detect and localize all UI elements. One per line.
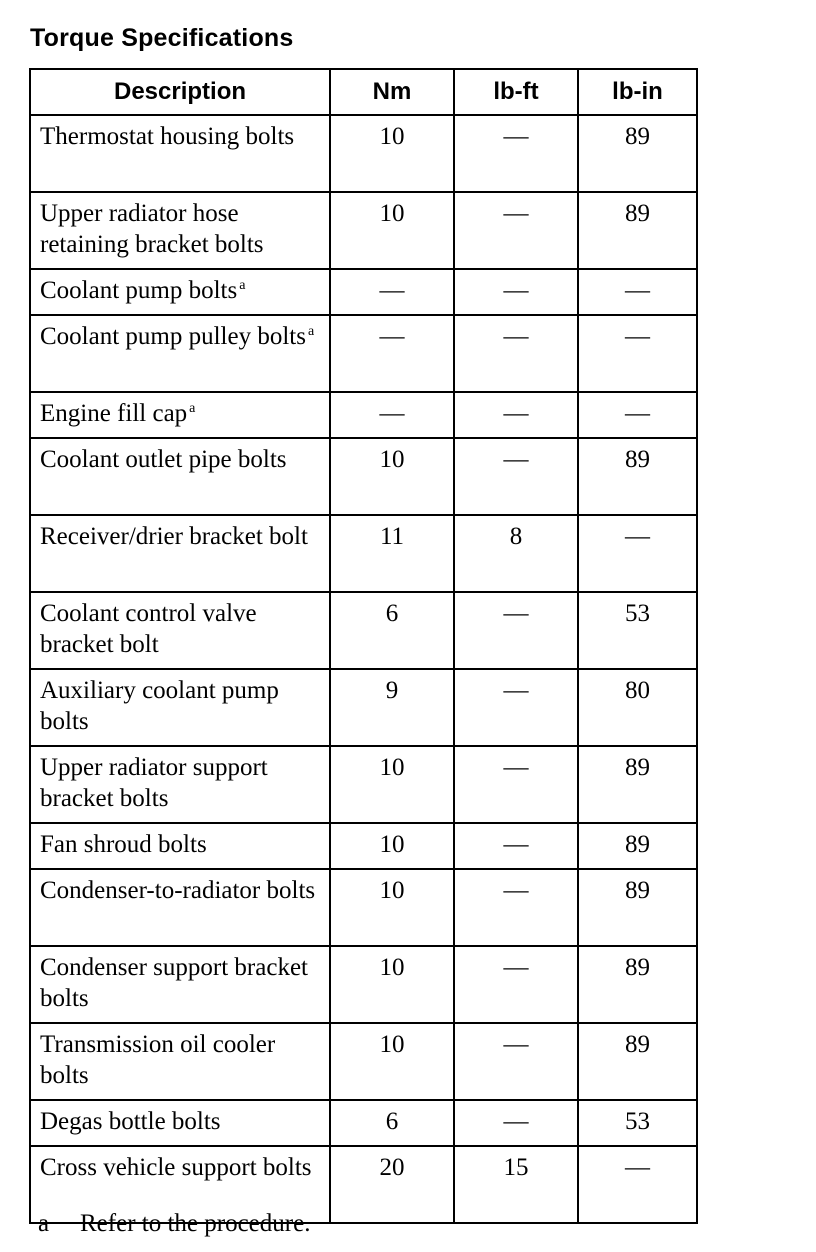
table-row xyxy=(30,392,697,438)
lb-ft-cell: — xyxy=(454,315,578,392)
description-text: Thermostat housing bolts xyxy=(40,123,295,150)
nm-cell: 10 xyxy=(330,192,454,269)
nm-cell: — xyxy=(330,315,454,392)
description-cell xyxy=(30,946,330,1023)
lb-in-cell: — xyxy=(578,515,697,592)
lb-in-cell: — xyxy=(578,392,697,438)
nm-cell: 10 xyxy=(330,746,454,823)
description-cell xyxy=(30,823,330,869)
lb-ft-cell: — xyxy=(454,115,578,192)
footnote-ref: a xyxy=(239,278,246,293)
nm-cell: 6 xyxy=(330,1100,454,1146)
nm-cell: — xyxy=(330,269,454,315)
description-text: Cross vehicle support bolts xyxy=(40,1154,312,1181)
table-row xyxy=(30,438,697,515)
description-cell xyxy=(30,869,330,946)
nm-cell: 20 xyxy=(330,1146,454,1223)
footnote-text: Refer to the procedure. xyxy=(80,1210,311,1237)
lb-ft-cell: — xyxy=(454,946,578,1023)
page-title: Torque Specifications xyxy=(30,24,294,52)
table-row xyxy=(30,192,697,269)
table-row xyxy=(30,946,697,1023)
footnote-mark: a xyxy=(38,1210,50,1237)
nm-cell: 6 xyxy=(330,592,454,669)
description-text: Degas bottle bolts xyxy=(40,1108,221,1135)
lb-in-cell: 53 xyxy=(578,1100,697,1146)
lb-in-cell: 89 xyxy=(578,1023,697,1100)
table-row xyxy=(30,669,697,746)
lb-in-cell: 89 xyxy=(578,746,697,823)
description-cell xyxy=(30,438,330,515)
footnote xyxy=(38,1208,310,1240)
lb-ft-cell: — xyxy=(454,669,578,746)
lb-in-cell: 89 xyxy=(578,823,697,869)
table-row xyxy=(30,823,697,869)
description-cell xyxy=(30,269,330,315)
lb-ft-cell: — xyxy=(454,1023,578,1100)
description-cell xyxy=(30,192,330,269)
nm-cell: 10 xyxy=(330,946,454,1023)
description-text: Engine fill cap xyxy=(40,400,188,427)
lb-ft-cell: — xyxy=(454,1100,578,1146)
table-row xyxy=(30,269,697,315)
footnote-ref: a xyxy=(307,324,315,339)
torque-spec-table xyxy=(29,68,698,1224)
description-cell xyxy=(30,115,330,192)
nm-cell: 10 xyxy=(330,823,454,869)
description-cell xyxy=(30,392,330,438)
lb-in-cell: 89 xyxy=(578,438,697,515)
description-text: Upper radiator support bracket bolts xyxy=(40,754,268,812)
nm-cell: 10 xyxy=(330,869,454,946)
table-row xyxy=(30,515,697,592)
table-row xyxy=(30,1023,697,1100)
lb-in-cell: — xyxy=(578,315,697,392)
description-text: Condenser support bracket bolts xyxy=(40,954,308,1012)
description-text: Receiver/drier bracket bolt xyxy=(40,523,308,550)
lb-ft-cell: — xyxy=(454,438,578,515)
description-cell xyxy=(30,1023,330,1100)
description-text: Fan shroud bolts xyxy=(40,831,207,858)
header-lb-in: lb-in xyxy=(578,69,697,115)
lb-in-cell: 53 xyxy=(578,592,697,669)
lb-ft-cell: — xyxy=(454,269,578,315)
nm-cell: 10 xyxy=(330,115,454,192)
description-cell xyxy=(30,592,330,669)
description-cell xyxy=(30,746,330,823)
lb-in-cell: 89 xyxy=(578,946,697,1023)
header-lb-ft: lb-ft xyxy=(454,69,578,115)
lb-ft-cell: — xyxy=(454,392,578,438)
nm-cell: 10 xyxy=(330,1023,454,1100)
description-text: Auxiliary coolant pump bolts xyxy=(40,677,279,735)
lb-in-cell: — xyxy=(578,1146,697,1223)
lb-in-cell: — xyxy=(578,269,697,315)
nm-cell: — xyxy=(330,392,454,438)
lb-in-cell: 89 xyxy=(578,192,697,269)
lb-in-cell: 89 xyxy=(578,115,697,192)
table-row xyxy=(30,1100,697,1146)
lb-ft-cell: — xyxy=(454,823,578,869)
header-description: Description xyxy=(30,69,330,115)
table-row xyxy=(30,115,697,192)
table-row xyxy=(30,869,697,946)
description-cell xyxy=(30,515,330,592)
lb-ft-cell: — xyxy=(454,592,578,669)
description-text: Coolant outlet pipe bolts xyxy=(40,446,287,473)
nm-cell: 11 xyxy=(330,515,454,592)
description-text: Coolant pump bolts xyxy=(40,277,238,304)
description-text: Coolant pump pulley bolts xyxy=(40,323,306,350)
footnote-ref: a xyxy=(189,401,196,416)
lb-ft-cell: 8 xyxy=(454,515,578,592)
nm-cell: 9 xyxy=(330,669,454,746)
lb-ft-cell: — xyxy=(454,869,578,946)
lb-ft-cell: — xyxy=(454,192,578,269)
description-cell xyxy=(30,315,330,392)
lb-ft-cell: — xyxy=(454,746,578,823)
lb-ft-cell: 15 xyxy=(454,1146,578,1223)
table-header-row xyxy=(30,69,697,115)
lb-in-cell: 80 xyxy=(578,669,697,746)
header-nm: Nm xyxy=(330,69,454,115)
lb-in-cell: 89 xyxy=(578,869,697,946)
table-row xyxy=(30,315,697,392)
description-cell xyxy=(30,1100,330,1146)
description-text: Transmission oil cooler bolts xyxy=(40,1031,276,1089)
description-text: Upper radiator hose retaining bracket bolts xyxy=(40,200,264,258)
nm-cell: 10 xyxy=(330,438,454,515)
description-text: Coolant control valve bracket bolt xyxy=(40,600,257,658)
description-cell xyxy=(30,669,330,746)
table-row xyxy=(30,746,697,823)
table-row xyxy=(30,592,697,669)
description-text: Condenser-to-radiator bolts xyxy=(40,877,316,904)
